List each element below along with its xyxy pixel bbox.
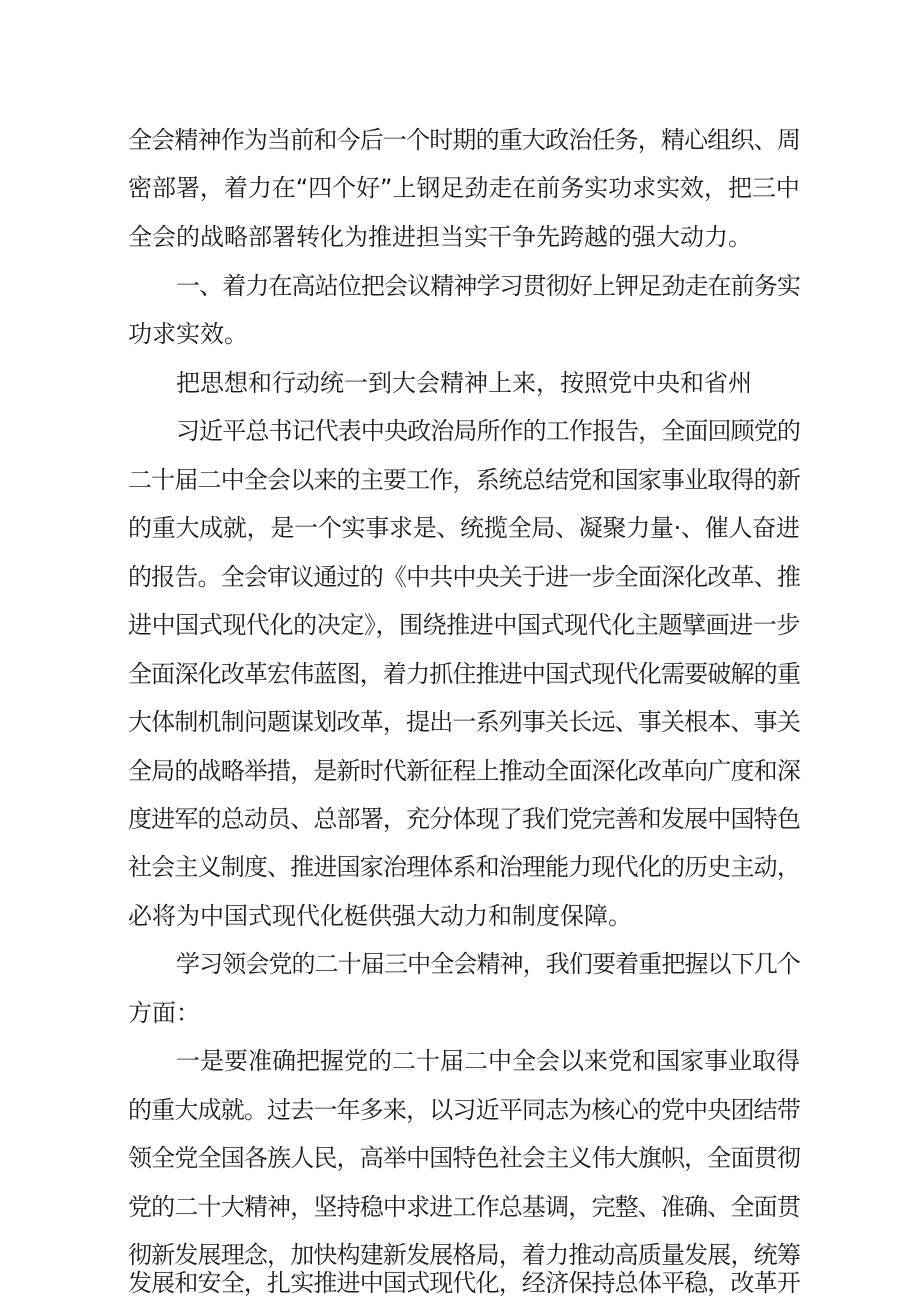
text-line: 进中国式现代化的决定》，围绕推进中国式现代化主题擘画进一步 bbox=[128, 611, 800, 639]
text-line: 发展和安全，扎实推进中国式现代化，经济保持总体平稳，改革开 bbox=[128, 1269, 800, 1297]
text-line: 必将为中国式现代化梃供强大动力和制度保障。 bbox=[128, 902, 632, 930]
text-line: 密部署，着力在“四个好”上钢足劲走在前务实功求实效，把三中 bbox=[128, 174, 800, 202]
text-line: 一是要准确把握党的二十届二中全会以来党和国家事业取得 bbox=[176, 1047, 800, 1075]
text-line: 大体制机制问题谋划改革，提出一系列事关长远、事关根本、事关 bbox=[128, 708, 800, 736]
text-line: 全会的战略部署转化为推进担当实干争先跨越的强大动力。 bbox=[128, 223, 752, 251]
text-line: 彻新发展理念，加快构建新发展格局，着力推动高质量发展，统筹 bbox=[128, 1241, 800, 1269]
text-line: 全面深化改革宏伟蓝图，着力抓住推进中国式现代化需要破解的重 bbox=[128, 660, 800, 688]
text-line: 社会主义制度、推进国家治理体系和治理能力现代化的历史主动， bbox=[128, 853, 800, 881]
text-line: 党的二十大精神，坚持稳中求进工作总基调，完整、准确、全面贯 bbox=[128, 1193, 800, 1221]
text-line: 方面： bbox=[128, 999, 200, 1027]
text-line: 习近平总书记代表中央政治局所作的工作报告，全面回顾党的 bbox=[176, 417, 800, 445]
text-line: 把思想和行动统一到大会精神上来，按照党中央和省州 bbox=[176, 369, 752, 397]
text-line: 的报告。全会审议通过的《中共中央关于进一步全面深化改革、推 bbox=[128, 563, 800, 591]
text-line: 的重大成就。过去一年多来，以习近平同志为核心的党中央团结带 bbox=[128, 1096, 800, 1124]
text-line: 的重大成就，是一个实事求是、统揽全局、凝聚力量·、催人奋进 bbox=[128, 514, 800, 542]
section-heading-line: 功求实效。 bbox=[128, 320, 248, 348]
text-line: 度进军的总动员、总部署，充分体现了我们党完善和发展中国特色 bbox=[128, 805, 800, 833]
text-line: 学习领会党的二十届三中全会精神，我们要着重把握以下几个 bbox=[176, 950, 800, 978]
text-line: 全会精神作为当前和今后一个时期的重大政治任务，精心组织、周 bbox=[128, 126, 800, 154]
text-line: 二十届二中全会以来的主要工作，系统总结党和国家事业取得的新 bbox=[128, 466, 800, 494]
text-line: 全局的战略举措，是新时代新征程上推动全面深化改革向广度和深 bbox=[128, 757, 800, 785]
section-heading-line: 一、着力在高站位把会议精神学习贯彻好上钾足劲走在前务实 bbox=[176, 272, 800, 300]
text-line: 领全党全国各族人民，高举中国特色社会主义伟大旗帜，全面贯彻 bbox=[128, 1144, 800, 1172]
